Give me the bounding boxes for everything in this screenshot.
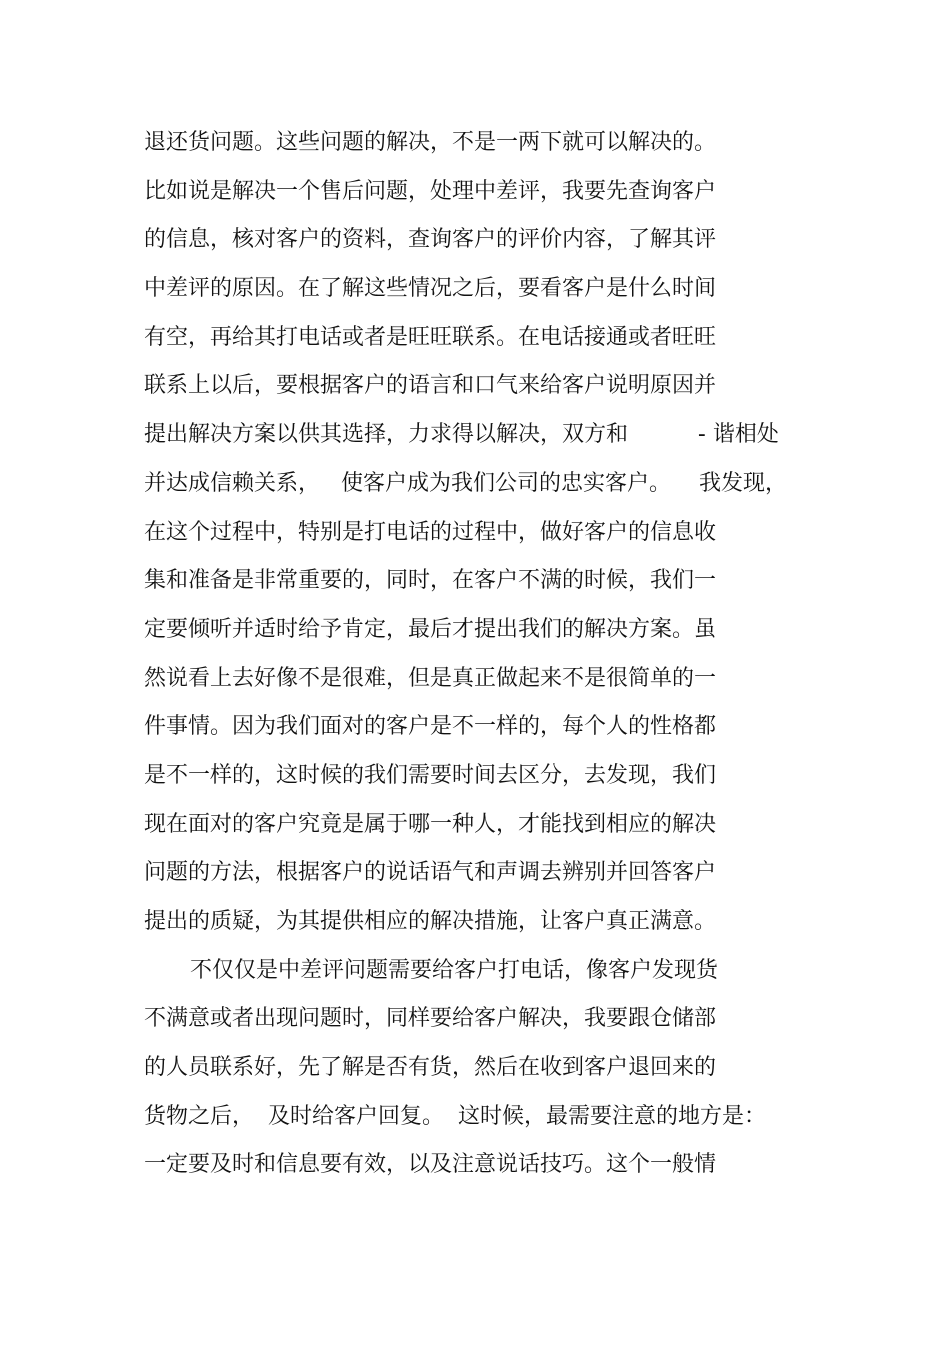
text-line: 联系上以后，要根据客户的语言和口气来给客户说明原因并 <box>144 373 717 399</box>
text-line: 然说看上去好像不是很难，但是真正做起来不是很简单的一 <box>144 665 717 691</box>
text-line: 定要倾听并适时给予肯定，最后才提出我们的解决方案。虽 <box>144 616 717 642</box>
text-line: 件事情。因为我们面对的客户是不一样的，每个人的性格都 <box>144 714 717 740</box>
text-line: 在这个过程中，特别是打电话的过程中，做好客户的信息收 <box>144 519 717 545</box>
text-line: 不满意或者出现问题时，同样要给客户解决，我要跟仓储部 <box>144 1006 717 1032</box>
paragraph-start-line: 不仅仅是中差评问题需要给客户打电话，像客户发现货 <box>190 957 719 983</box>
text-line: 退还货问题。这些问题的解决，不是一两下就可以解决的。 <box>144 130 717 155</box>
text-line: 提出的质疑，为其提供相应的解决措施，让客户真正满意。 <box>144 909 717 934</box>
text-line: 的信息，核对客户的资料，查询客户的评价内容，了解其评 <box>144 227 717 253</box>
text-line: 中差评的原因。在了解这些情况之后，要看客户是什么时间 <box>144 276 717 302</box>
text-line: 提出解决方案以供其选择，力求得以解决，双方和 - 谐相处 <box>144 422 779 448</box>
text-line: 货物之后， 及时给客户回复。 这时候，最需要注意的地方是： <box>144 1103 766 1129</box>
text-line: 有空，再给其打电话或者是旺旺联系。在电话接通或者旺旺 <box>144 324 717 350</box>
text-line: 比如说是解决一个售后问题，处理中差评，我要先查询客户 <box>144 178 717 204</box>
text-line: 问题的方法，根据客户的说话语气和声调去辨别并回答客户 <box>144 860 717 886</box>
text-line: 一定要及时和信息要有效，以及注意说话技巧。这个一般情 <box>144 1152 717 1178</box>
text-line: 现在面对的客户究竟是属于哪一种人，才能找到相应的解决 <box>144 811 717 837</box>
text-line: 集和准备是非常重要的，同时，在客户不满的时候，我们一 <box>144 568 717 594</box>
text-line: 的人员联系好，先了解是否有货，然后在收到客户退回来的 <box>144 1055 717 1081</box>
text-line: 是不一样的，这时候的我们需要时间去区分，去发现，我们 <box>144 762 717 788</box>
body-text <box>144 123 824 1194</box>
text-line: 并达成信赖关系， 使客户成为我们公司的忠实客户。 我发现， <box>144 470 787 496</box>
